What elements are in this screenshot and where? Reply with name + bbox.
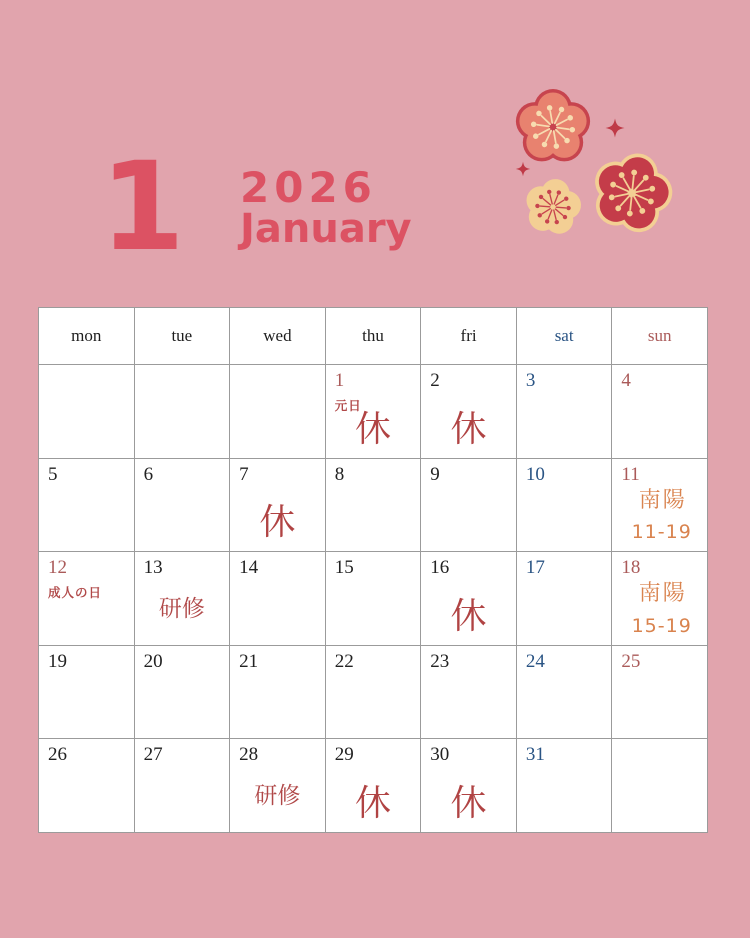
calendar-cell-jan-4 [612, 365, 707, 458]
closed-day-mark: 休 [450, 595, 487, 637]
calendar-cell-jan-27 [135, 739, 230, 832]
weekday-header-wed: wed [230, 308, 325, 364]
date-number: 8 [334, 463, 345, 485]
weekday-header-sat: sat [517, 308, 612, 364]
date-number: 2 [430, 370, 440, 391]
calendar-cell-empty [135, 365, 230, 458]
calendar-cell-jan-17 [517, 552, 612, 645]
venue-label: 南陽 [638, 581, 687, 607]
training-label: 研修 [254, 782, 301, 809]
date-number: 10 [525, 463, 545, 485]
date-number: 20 [143, 650, 163, 672]
date-number: 15 [334, 557, 354, 579]
calendar-cell-jan-31 [517, 739, 612, 832]
calendar-grid [38, 307, 708, 833]
calendar-cell-jan-28 [230, 739, 325, 832]
sparkle-icon [606, 119, 625, 138]
weekday-header-tue: tue [135, 308, 230, 364]
date-number: 21 [239, 650, 259, 672]
calendar-cell-jan-8 [326, 459, 421, 552]
year-label: 2026 [240, 163, 377, 212]
date-number: 24 [525, 650, 545, 672]
weekday-header-thu: thu [326, 308, 421, 364]
holiday-name-label: 成人の日 [48, 585, 103, 601]
date-number: 31 [525, 744, 545, 766]
date-number: 1 [334, 370, 345, 391]
date-number: 5 [48, 463, 58, 485]
venue-hours-label: 11-19 [631, 521, 692, 544]
date-number: 18 [621, 557, 641, 579]
date-number: 4 [621, 370, 631, 391]
calendar-cell-jan-10 [517, 459, 612, 552]
calendar-cell-jan-5 [39, 459, 134, 552]
date-number: 9 [430, 463, 440, 485]
date-number: 7 [239, 463, 249, 485]
calendar-cell-jan-7 [230, 459, 325, 552]
calendar-cell-jan-23 [421, 646, 516, 739]
venue-hours-label: 15-19 [631, 614, 692, 637]
closed-day-mark: 休 [259, 502, 296, 544]
date-number: 27 [143, 744, 163, 766]
date-number: 11 [621, 463, 640, 485]
calendar-cell-jan-13 [135, 552, 230, 645]
calendar-cell-empty [230, 365, 325, 458]
date-number: 30 [430, 744, 450, 766]
date-number: 26 [48, 744, 67, 766]
calendar-cell-jan-25 [612, 646, 707, 739]
date-number: 17 [525, 557, 545, 579]
sparkle-icon [516, 162, 530, 176]
calendar-cell-jan-14 [230, 552, 325, 645]
closed-day-mark: 休 [450, 782, 487, 824]
calendar-cell-jan-6 [135, 459, 230, 552]
plum-blossom-icon [522, 175, 585, 237]
calendar-cell-jan-16 [421, 552, 516, 645]
date-number: 14 [239, 557, 259, 579]
date-number: 25 [621, 650, 641, 672]
date-number: 3 [525, 370, 536, 391]
training-label: 研修 [158, 595, 205, 622]
date-number: 13 [143, 557, 163, 579]
plum-blossom-icon [584, 143, 681, 238]
calendar-cell-jan-12 [39, 552, 134, 645]
calendar-cell-jan-19 [39, 646, 134, 739]
holiday-name-label: 元日 [334, 398, 362, 413]
date-number: 6 [143, 463, 154, 485]
plum-blossom-icon [516, 89, 590, 161]
calendar-cell-jan-15 [326, 552, 421, 645]
date-number: 22 [334, 650, 354, 672]
date-number: 29 [334, 744, 354, 766]
date-number: 19 [48, 650, 67, 672]
closed-day-mark: 休 [450, 408, 487, 450]
date-number: 28 [239, 744, 259, 766]
month-number: 1 [100, 136, 185, 278]
calendar-cell-jan-22 [326, 646, 421, 739]
calendar-cell-jan-21 [230, 646, 325, 739]
new-year-flowers-decoration [495, 75, 700, 245]
closed-day-mark: 休 [354, 782, 391, 824]
venue-label: 南陽 [638, 487, 687, 513]
calendar-cell-empty [39, 365, 134, 458]
calendar-cell-jan-20 [135, 646, 230, 739]
calendar-cell-jan-3 [517, 365, 612, 458]
calendar-cell-jan-9 [421, 459, 516, 552]
weekday-header-fri: fri [421, 308, 516, 364]
month-name-label: January [240, 206, 412, 252]
calendar-cell-jan-1 [326, 365, 421, 458]
weekday-header-sun: sun [612, 308, 707, 364]
weekday-header-mon: mon [39, 308, 134, 364]
calendar-cell-jan-29 [326, 739, 421, 832]
closed-day-mark: 休 [354, 408, 391, 450]
calendar-cell-jan-24 [517, 646, 612, 739]
calendar-cell-jan-26 [39, 739, 134, 832]
calendar-cell-jan-2 [421, 365, 516, 458]
calendar-cell-empty [612, 739, 707, 832]
date-number: 12 [48, 557, 67, 579]
date-number: 16 [430, 557, 450, 579]
calendar-cell-jan-18 [612, 552, 707, 645]
calendar-cell-jan-30 [421, 739, 516, 832]
calendar-cell-jan-11 [612, 459, 707, 552]
date-number: 23 [430, 650, 450, 672]
